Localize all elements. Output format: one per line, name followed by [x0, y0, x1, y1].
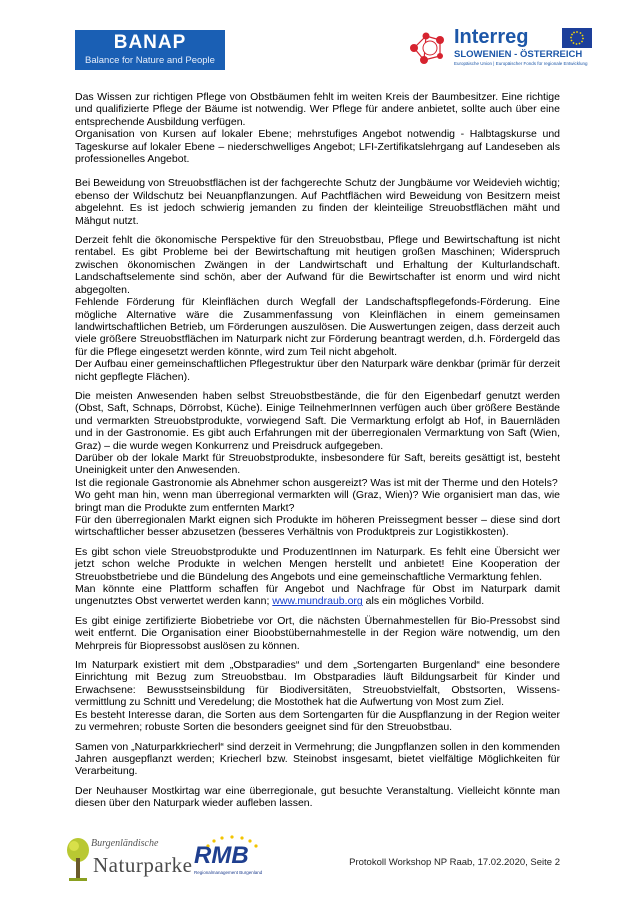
- document-body: [75, 91, 560, 817]
- rmb-name: RMB: [194, 842, 249, 869]
- interreg-logo: [406, 26, 596, 70]
- eu-flag-icon: [562, 28, 592, 48]
- paragraph: [75, 546, 560, 608]
- mundraub-link[interactable]: www.mundraub.org: [272, 595, 363, 608]
- paragraph: [75, 234, 560, 383]
- paragraph-text: Es gibt schon viele Streuobstprodukte und ProduzentInnen im Naturpark. Es fehlt eine Übersicht wer jetzt schon welche Produkte in welchen Mengen herstellt und anbietet! Eine Kooperation der Streuobstbetriebe und die Bündelung des Angebots und eine gemeinschaftliche Vermarktung fehlen.: [75, 545, 560, 583]
- paragraph: Bei Beweidung von Streuobstflächen ist der fachgerechte Schutz der Jungbäume vor Weidevieh wichtig; ebenso der Wildschutz bei Neuanpflanzungen. Auf Pachtflächen wird Beweidung von Besitzern meist abgelehnt. Es ist jedoch schwierig jemanden zu finden der kleinteilige Streuobstflächen mäht und Mähgut nutzt.: [75, 177, 560, 227]
- paragraph: [75, 659, 560, 733]
- paragraph-text: Ist die regionale Gastronomie als Abnehmer schon ausgereizt? Was ist mit der Therme und den Hotels?: [75, 476, 558, 489]
- footer-protocol: Protokoll Workshop NP Raab, 17.02.2020, Seite 2: [349, 857, 560, 868]
- naturparke-logo: [65, 836, 193, 884]
- tree-icon: [65, 836, 91, 882]
- paragraph-text: Darüber ob der lokale Markt für Streuobstprodukte, insbesondere für Saft, bereits gesättigt ist, besteht Uneinigkeit unter den Anwesenden.: [75, 451, 560, 477]
- interreg-network-icon: [406, 28, 450, 68]
- naturparke-line2: Naturparke: [93, 853, 193, 877]
- paragraph-text: Die meisten Anwesenden haben selbst Streuobstbestände, die für den Eigenbedarf genutzt werden (Obst, Saft, Schnaps, Dörrobst, Küche). Einige TeilnehmerInnen verfügen auch über größere Bestände und vermarkten Streuobstprodukte, vorwiegend Saft. Die Vermarktung erfolgt ab Hof, in Bauernläden und in der Gastronomie. Es gibt auch Erfahrungen mit der überregionalen Vermarktung von Saft (Wien, Graz) – die wurde wegen Konkurrenz und Preisdruck aufgegeben.: [75, 389, 560, 452]
- paragraph: Es gibt einige zertifizierte Biobetriebe vor Ort, die nächsten Übernahmestellen für Bio-Pressobst sind weit entfernt. Die Organisation einer Bioobstübernahmestelle in der Region wäre notwendig, um den Mehrpreis für Biopressobst auslösen zu können.: [75, 614, 560, 652]
- paragraph-text: als ein mögliches Vorbild.: [365, 595, 485, 608]
- paragraph: Samen von „Naturparkkriecherl“ sind derzeit in Vermehrung; die Jungpflanzen sollen in den kommenden Jahren ausgepflanzt werden; Kriecherl bzw. Steinobst insgesamt, bietet vielfältige Möglichkeiten für Verarbeitung.: [75, 740, 560, 778]
- paragraph-text: Im Naturpark existiert mit dem „Obstparadies“ und dem „Sortengarten Burgenland“ eine besondere Einrichtung mit Bezug zum Streuobstbau. Im Obstparadies läuft Bildungsarbeit für Kinder und Erwachsene: Bewusstseinsbildung für Biodiversitäten, Streuobstvielfalt, Obstsorten, Wissens-vermittlung zu Schnitt und Veredelung; die Mostothek hat die Aufwertung von Most zum Ziel.: [75, 659, 560, 709]
- paragraph-text: Wo geht man hin, wenn man überregional vermarkten will (Graz, Wien)? Wie organisiert man das, wie bringt man die Produkte zum entfernten Markt?: [75, 489, 560, 514]
- interreg-region: SLOWENIEN - ÖSTERREICH: [454, 49, 583, 60]
- banap-logo-tagline: Balance for Nature and People: [85, 55, 215, 66]
- interreg-fund: Europäische Union | Europäischer Fonds für regionale Entwicklung: [454, 61, 588, 66]
- paragraph-text: Derzeit fehlt die ökonomische Perspektive für den Streuobstbau, Pflege und Bewirtschaftung ist nicht rentabel. Es gibt Probleme bei der Bewirtschaftung mit heutigen großen Maschinen; Widerspruch zwischen ökonomischen Zwängen in der Landwirtschaft und Erhaltung der Kulturlandschaft. Landschaftselemente sind schön, aber der Aufwand für die Bewirtschafter ist enorm und wird nicht abgegolten.: [75, 234, 560, 296]
- paragraph: Der Neuhauser Mostkirtag war eine überregionale, gut besuchte Veranstaltung. Vielleicht könnte man diesen über den Naturpark wieder aufleben lassen.: [75, 784, 560, 810]
- rmb-subtitle: Regionalmanagement Burgenland: [194, 870, 263, 875]
- paragraph: [75, 390, 560, 539]
- paragraph-text: Der Aufbau einer gemeinschaftlichen Pflegestruktur über den Naturpark wäre denkbar (primär für derzeit nicht gepflegte Flächen).: [75, 358, 560, 383]
- banap-logo: [75, 30, 225, 70]
- interreg-name: Interreg: [454, 26, 529, 48]
- paragraph-text: Organisation von Kursen auf lokaler Ebene; mehrstufiges Angebot notwendig - Halbtagskurse und Tageskurse auf lokaler Ebene – niederschwelliges Angebot; LFI-Zertifikatslehrgang auf Landeseben als professionelles Angebot.: [75, 128, 560, 166]
- paragraph: [75, 91, 560, 165]
- paragraph-text: Fehlende Förderung für Kleinflächen durch Wegfall der Landschaftspflegefonds-Förderung. Eine mögliche Alternative wäre die Zusammenfassung von Kleinflächen in einem gemeinsamen landwirtschaftlichen Betrieb, um Förderungen auszulösen. Die Auswertungen zeigen, dass derzeit auch viele größere Streuobstflächen im Naturpark nicht zur Förderung beantragt werden, d.h. Fördergeld das für die Pflege eingesetzt werden könnte, wird zum Teil nicht abgeholt.: [75, 296, 560, 358]
- paragraph-text: Man könnte eine Plattform schaffen für Angebot und Nachfrage für Obst im Naturpark damit ungenutztes Obst verwertet werden kann;: [75, 583, 560, 608]
- banap-logo-name: BANAP: [113, 32, 187, 53]
- naturparke-line1: Burgenländische: [91, 838, 159, 849]
- paragraph-text: Für den überregionalen Markt eignen sich Produkte im höheren Preissegment besser – diese sind dort wirtschaftlicher besser abzusetzen (besseres Verhältnis von Produktpreis zur Logistikkosten).: [75, 514, 560, 539]
- paragraph-text: Das Wissen zur richtigen Pflege von Obstbäumen fehlt im weiten Kreis der Baumbesitzer. Eine richtige und qualifizierte Pflege der Bäume ist notwendig. Wer Pflege für andere anbietet, sollte auch über eine entsprechende Ausbildung verfügen.: [75, 91, 560, 128]
- paragraph-text: Es besteht Interesse daran, die Sorten aus dem Sortengarten für die Auspflanzung in der Region weiter zu vermehren; robuste Sorten die besonders geeignet sind für den Streuobstbau.: [75, 708, 560, 734]
- rmb-logo: [190, 834, 290, 884]
